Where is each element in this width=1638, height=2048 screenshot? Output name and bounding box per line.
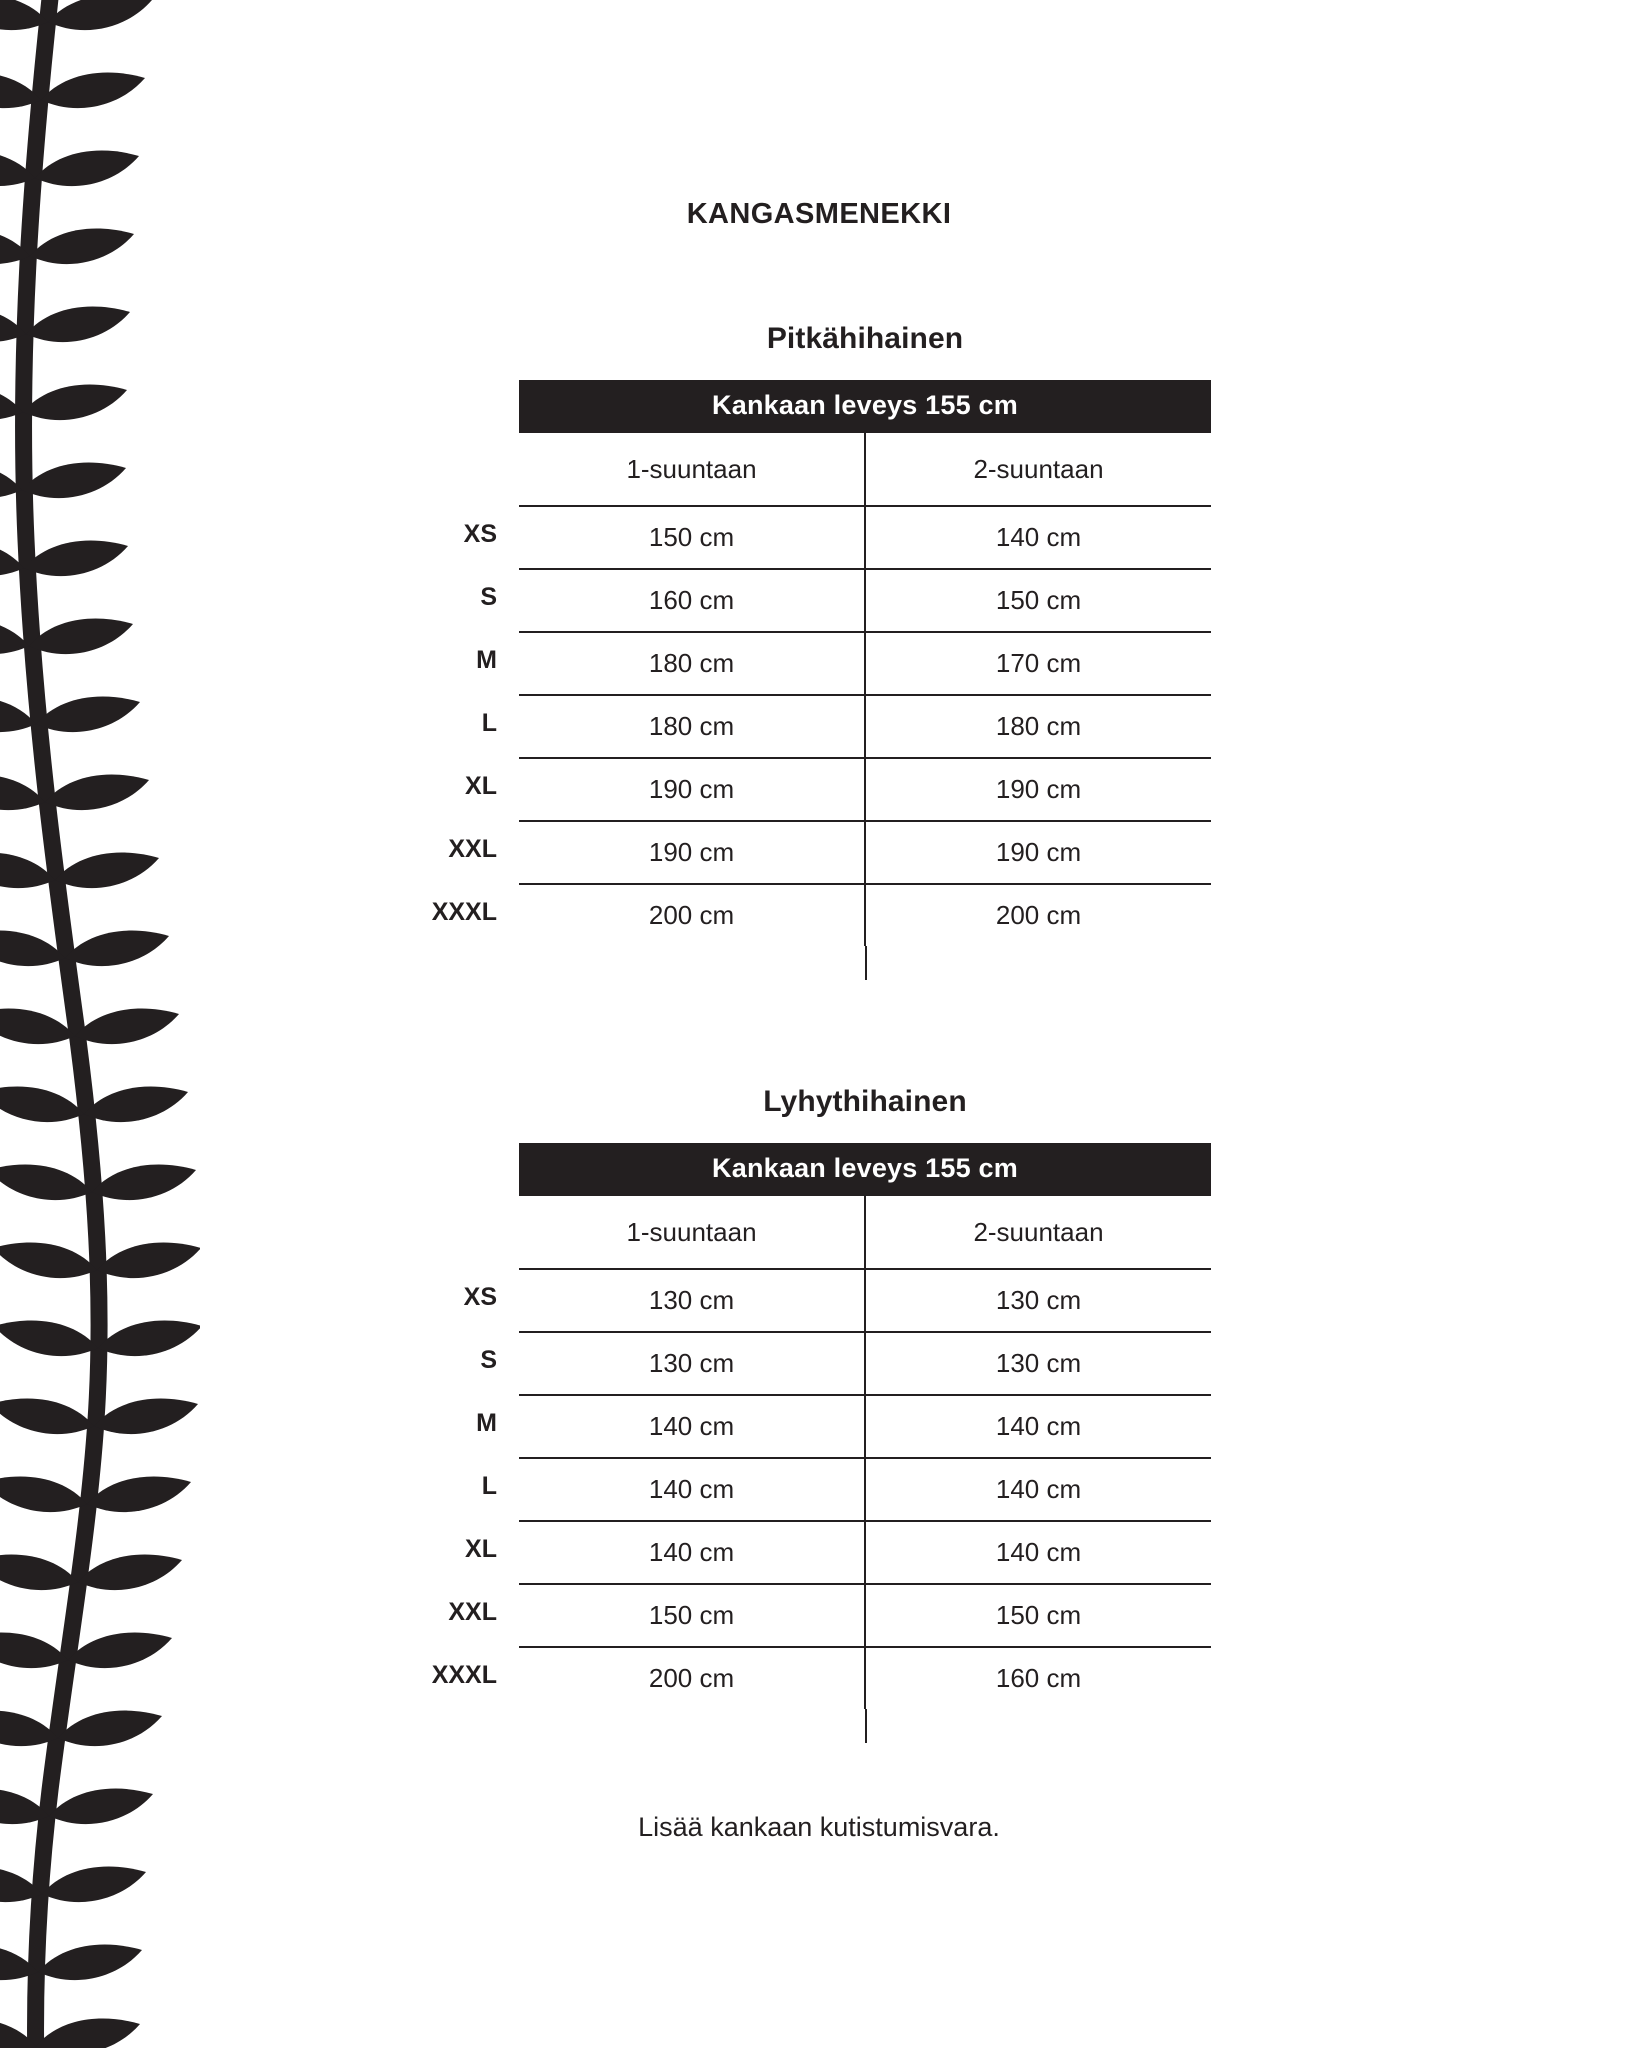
value-one-way: 130 cm: [648, 1348, 735, 1378]
size-label: XL: [465, 772, 497, 800]
cell-one-way: [480, 1332, 865, 1395]
table-row: [519, 1521, 1211, 1584]
cell-two-way: 130 cm: [865, 1332, 1211, 1395]
value-one-way: 190 cm: [648, 837, 735, 867]
column-header-two-way: 2-suuntaan: [865, 1196, 1211, 1269]
cell-two-way: 140 cm: [865, 1395, 1211, 1458]
size-label: M: [476, 646, 497, 674]
column-divider-tail: [865, 1709, 867, 1743]
cell-two-way: 200 cm: [865, 884, 1211, 946]
size-label: XXXL: [431, 898, 497, 926]
table-row: [519, 1647, 1211, 1709]
table-row: [519, 695, 1211, 758]
column-header-two-way: 2-suuntaan: [865, 433, 1211, 506]
cell-one-way: [476, 1395, 865, 1458]
table-row: [519, 821, 1211, 884]
cell-two-way: 140 cm: [865, 506, 1211, 569]
table-header-row: [519, 433, 1211, 506]
table-row: [519, 569, 1211, 632]
cell-two-way: 190 cm: [865, 758, 1211, 821]
value-one-way: 160 cm: [648, 585, 735, 615]
size-label: XXXL: [431, 1661, 497, 1689]
column-divider-tail: [865, 946, 867, 980]
size-label: S: [480, 583, 497, 611]
cell-two-way: 140 cm: [865, 1458, 1211, 1521]
size-label: XXL: [448, 835, 497, 863]
cell-one-way: [481, 1458, 865, 1521]
value-one-way: 200 cm: [648, 900, 735, 930]
value-one-way: 140 cm: [648, 1537, 735, 1567]
size-label: L: [481, 709, 497, 737]
value-one-way: 140 cm: [648, 1411, 735, 1441]
value-one-way: 190 cm: [648, 774, 735, 804]
fabric-requirement-table: [431, 433, 1211, 946]
table-row: [519, 632, 1211, 695]
cell-one-way: [480, 569, 865, 632]
table-header-row: [519, 1196, 1211, 1269]
cell-one-way: [481, 695, 865, 758]
section-title: Pitkähihainen: [766, 322, 964, 355]
column-header-one-way: 1-suuntaan: [626, 1216, 757, 1247]
table-row: [519, 884, 1211, 946]
cell-two-way: 150 cm: [865, 569, 1211, 632]
cell-two-way: 190 cm: [865, 821, 1211, 884]
cell-two-way: 130 cm: [865, 1269, 1211, 1332]
size-label: XL: [465, 1535, 497, 1563]
fabric-requirement-table: [431, 1196, 1211, 1709]
table-row: [519, 1269, 1211, 1332]
value-one-way: 180 cm: [648, 648, 735, 678]
cell-one-way: [465, 758, 865, 821]
fabric-width-band: Kankaan leveys 155 cm: [519, 1143, 1211, 1196]
table-row: [519, 1395, 1211, 1458]
page-title: KANGASMENEKKI: [686, 198, 952, 230]
table-row: [519, 1332, 1211, 1395]
cell-two-way: 170 cm: [865, 632, 1211, 695]
size-label: XS: [463, 520, 497, 548]
value-one-way: 150 cm: [648, 522, 735, 552]
cell-one-way: [431, 1647, 865, 1709]
value-one-way: 150 cm: [648, 1600, 735, 1630]
cell-one-way: [465, 1521, 865, 1584]
value-one-way: 200 cm: [648, 1663, 735, 1693]
table-row: [519, 1458, 1211, 1521]
value-one-way: 140 cm: [648, 1474, 735, 1504]
value-one-way: 130 cm: [648, 1285, 735, 1315]
cell-one-way: [448, 1584, 865, 1647]
value-one-way: 180 cm: [648, 711, 735, 741]
cell-two-way: 180 cm: [865, 695, 1211, 758]
section-long-sleeve: [431, 322, 1211, 946]
cell-one-way: [448, 821, 865, 884]
cell-two-way: 140 cm: [865, 1521, 1211, 1584]
section-title: Lyhythihainen: [763, 1085, 967, 1118]
cell-one-way: [463, 1269, 865, 1332]
size-label: XS: [463, 1283, 497, 1311]
section-short-sleeve: [431, 1085, 1211, 1709]
cell-one-way: [431, 884, 865, 946]
table-row: [519, 758, 1211, 821]
footer-note: Lisää kankaan kutistumisvara.: [638, 1812, 1000, 1842]
cell-one-way: [476, 632, 865, 695]
column-header-one-way: 1-suuntaan: [626, 453, 757, 484]
size-label: L: [481, 1472, 497, 1500]
size-label: S: [480, 1346, 497, 1374]
cell-one-way: [463, 506, 865, 569]
size-label: M: [476, 1409, 497, 1437]
table-row: [519, 506, 1211, 569]
size-label: XXL: [448, 1598, 497, 1626]
cell-two-way: 160 cm: [865, 1647, 1211, 1709]
cell-two-way: 150 cm: [865, 1584, 1211, 1647]
fabric-width-band: Kankaan leveys 155 cm: [519, 380, 1211, 433]
table-row: [519, 1584, 1211, 1647]
